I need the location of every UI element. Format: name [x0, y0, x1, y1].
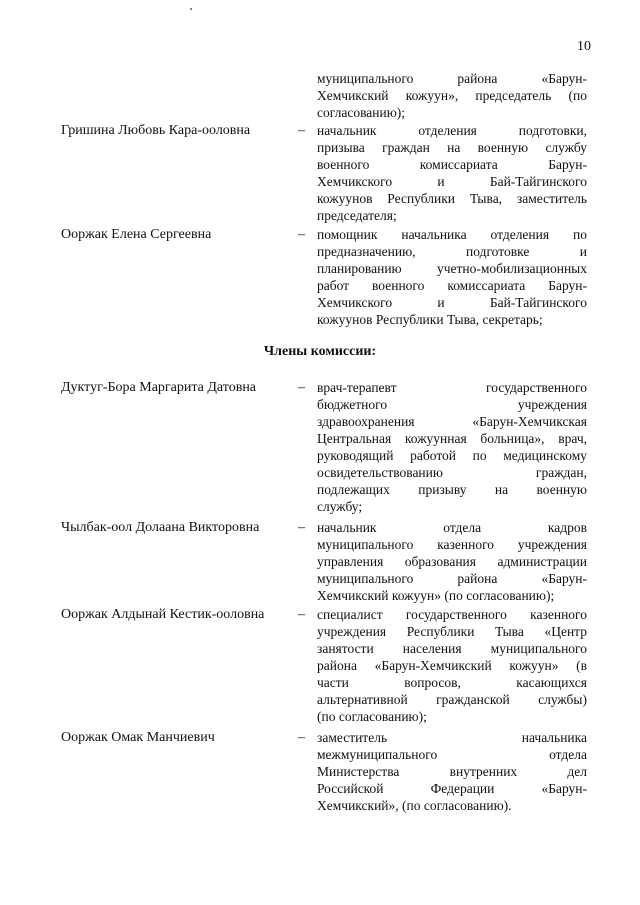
description-line: кожуунов Республики Тыва, секретарь;	[317, 312, 543, 327]
entry-description	[317, 226, 587, 328]
entry-description	[317, 70, 587, 121]
description-line: бюджетного учреждения	[317, 397, 587, 412]
member-name: Чылбак-оол Долаана Викторовна	[61, 520, 260, 535]
description-line: Хемчикский», (по согласованию).	[317, 798, 512, 813]
member-description	[317, 379, 587, 515]
description-line: Российской Федерации «Барун-	[317, 781, 587, 796]
description-line: помощник начальника отделения по	[317, 227, 587, 242]
description-line: специалист государственного казенного	[317, 607, 587, 622]
member-description	[317, 729, 587, 814]
member-name: Дуктуг-Бора Маргарита Датовна	[61, 380, 257, 395]
member-description	[317, 519, 587, 604]
member-dash: –	[298, 380, 305, 395]
description-line: Министерства внутренних дел	[317, 764, 587, 779]
description-line: освидетельствованию граждан,	[317, 465, 587, 480]
description-line: предназначению, подготовке и	[317, 244, 587, 259]
description-line: части вопросов, касающихся	[317, 675, 587, 690]
description-line: межмуниципального отдела	[317, 747, 587, 762]
description-line: района «Барун-Хемчикский кожуун» (в	[317, 658, 587, 673]
page-number: 10	[577, 39, 591, 54]
description-line: кожуунов Республики Тыва, заместитель	[317, 191, 587, 206]
description-line: подлежащих призыву на военную	[317, 482, 587, 497]
entry-dash: –	[298, 123, 305, 138]
description-line: управления образования администрации	[317, 554, 587, 569]
section-heading: Члены комиссии:	[263, 344, 377, 359]
description-line: планированию учетно-мобилизационных	[317, 261, 587, 276]
description-line: службу;	[317, 499, 363, 514]
description-line: занятости населения муниципального	[317, 641, 587, 656]
member-description	[317, 606, 587, 725]
description-line: призыва граждан на военную службу	[317, 140, 587, 155]
entry-name: Ооржак Елена Сергеевна	[61, 227, 212, 242]
description-line: муниципального казенного учреждения	[317, 537, 587, 552]
description-line: муниципального района «Барун-	[317, 71, 587, 86]
description-line: Хемчикский кожуун», председатель (по	[317, 88, 587, 103]
description-line: Центральная кожуунная больница», врач,	[317, 431, 587, 446]
description-line: Хемчикского и Бай-Тайгинского	[317, 295, 587, 310]
description-line: Хемчикский кожуун» (по согласованию);	[317, 588, 555, 603]
entry-dash: –	[298, 227, 305, 242]
entry-name: Гришина Любовь Кара-ооловна	[61, 123, 251, 138]
description-line: врач-терапевт государственного	[317, 380, 587, 395]
scan-speck	[190, 8, 192, 10]
entry-description	[317, 122, 587, 224]
member-dash: –	[298, 730, 305, 745]
description-line: (по согласованию);	[317, 709, 427, 724]
description-line: альтернативной гражданской службы)	[317, 692, 587, 707]
member-name: Ооржак Омак Манчиевич	[61, 730, 215, 745]
description-line: председателя;	[317, 208, 397, 223]
description-line: руководящий работой по медицинскому	[317, 448, 587, 463]
description-line: муниципального района «Барун-	[317, 571, 587, 586]
description-line: здравоохранения «Барун-Хемчикская	[317, 414, 587, 429]
member-name: Ооржак Алдынай Кестик-ооловна	[61, 607, 265, 622]
description-line: Хемчикского и Бай-Тайгинского	[317, 174, 587, 189]
member-dash: –	[298, 520, 305, 535]
description-line: военного комиссариата Барун-	[317, 157, 587, 172]
description-line: согласованию);	[317, 105, 406, 120]
description-line: работ военного комиссариата Барун-	[317, 278, 587, 293]
description-line: начальник отдела кадров	[317, 520, 587, 535]
description-line: начальник отделения подготовки,	[317, 123, 587, 138]
description-line: заместитель начальника	[317, 730, 587, 745]
member-dash: –	[298, 607, 305, 622]
description-line: учреждения Республики Тыва «Центр	[317, 624, 587, 639]
